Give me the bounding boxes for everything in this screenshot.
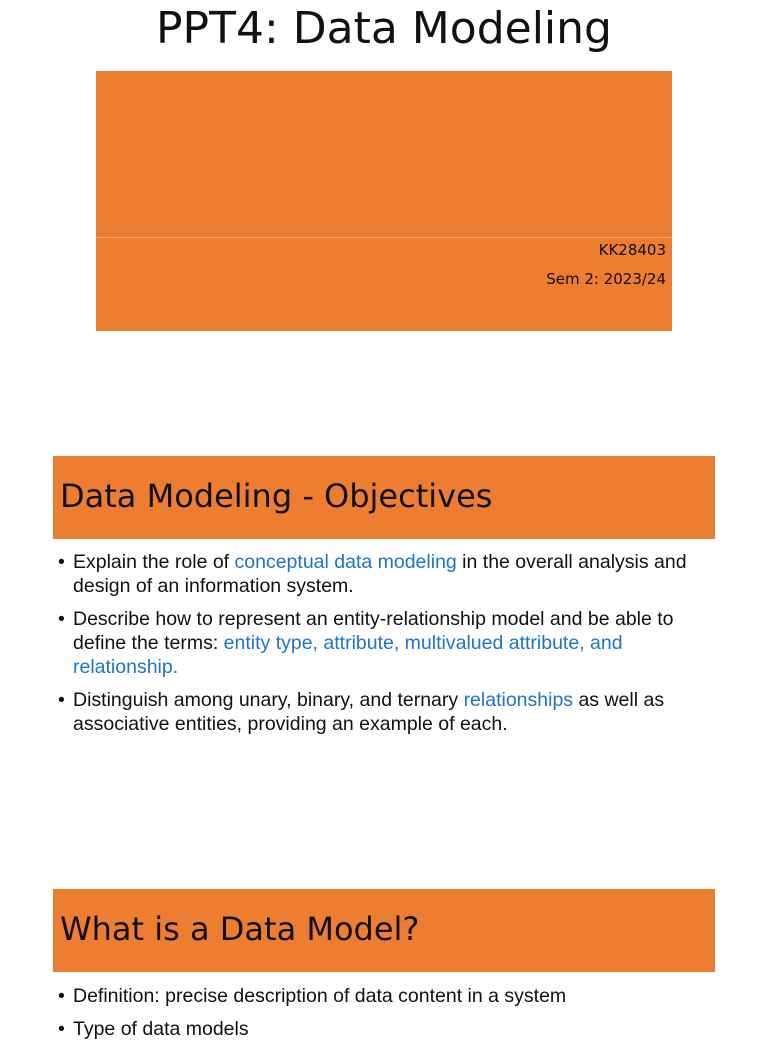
- highlight-text: conceptual data modeling: [234, 551, 457, 573]
- bullet-text: Describe how to represent an entity-relationship model and be able to define the terms:: [73, 608, 674, 654]
- objectives-heading: Data Modeling - Objectives: [60, 477, 493, 515]
- bullet-icon: •: [58, 985, 65, 1007]
- bullet-icon: •: [58, 689, 65, 711]
- course-code: KK28403: [598, 241, 666, 259]
- data-model-header: [53, 889, 715, 972]
- bullet-text: Explain the role of: [73, 551, 235, 573]
- list-item: [58, 1017, 708, 1041]
- bullet-text: Distinguish among unary, binary, and ternary: [73, 689, 464, 711]
- list-item: [58, 550, 708, 598]
- bullet-icon: •: [58, 608, 65, 630]
- list-item: [58, 607, 708, 679]
- highlight-text: relationships: [463, 689, 574, 711]
- bullet-text: Type of data models: [73, 1018, 249, 1040]
- data-model-list: [58, 984, 708, 1050]
- objectives-header: [53, 456, 715, 539]
- list-item: [58, 984, 708, 1008]
- bullet-text: in the overall analysis and design of an information system.: [73, 551, 687, 597]
- title-divider: [96, 237, 672, 238]
- highlight-text: entity type, attribute, multivalued attribute, and relationship.: [73, 632, 623, 678]
- bullet-text: Definition: precise description of data content in a system: [73, 985, 567, 1007]
- bullet-icon: •: [58, 1018, 65, 1040]
- bullet-text: as well as associative entities, providing an example of each.: [73, 689, 665, 735]
- objectives-list: [58, 550, 708, 745]
- title-slide: [96, 3, 672, 331]
- bullet-icon: •: [58, 551, 65, 573]
- slide-title: PPT4: Data Modeling: [156, 3, 612, 54]
- data-model-heading: What is a Data Model?: [60, 910, 420, 948]
- semester-label: Sem 2: 2023/24: [546, 270, 666, 288]
- list-item: [58, 688, 708, 736]
